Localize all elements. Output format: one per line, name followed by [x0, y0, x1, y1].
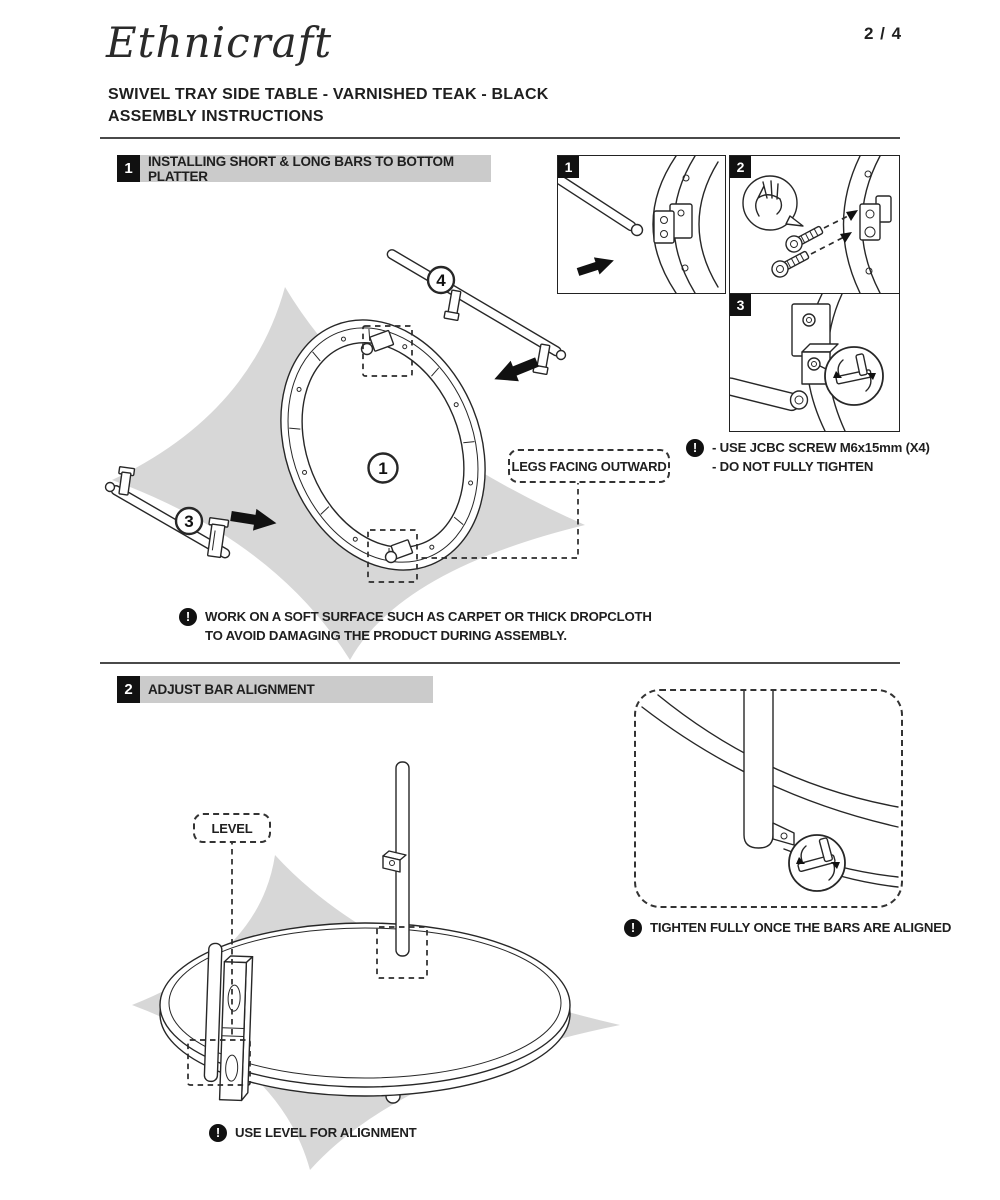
detail-inset-1 — [557, 155, 726, 294]
screw-note-text: - USE JCBC SCREW M6x15mm (X4) - DO NOT FULLY TIGHTEN — [712, 440, 930, 474]
document-title: ASSEMBLY INSTRUCTIONS — [108, 108, 324, 125]
part-label-long-bar — [428, 267, 454, 293]
inset-1-number: 1 — [558, 156, 579, 178]
svg-text:1: 1 — [378, 459, 388, 478]
surface-warning — [179, 607, 652, 645]
warning-icon: ! — [209, 1124, 227, 1142]
alignment-note-text: USE LEVEL FOR ALIGNMENT — [235, 1125, 417, 1140]
svg-text:4: 4 — [436, 271, 446, 290]
tighten-detail-view — [634, 689, 903, 908]
hand-tighten-drawing — [730, 294, 899, 431]
warning-icon: ! — [179, 608, 197, 626]
screw-installation-drawing — [730, 156, 899, 293]
bar-insertion-drawing — [558, 156, 725, 293]
divider-top — [100, 137, 900, 139]
level-label: LEVEL — [193, 813, 271, 843]
screw-top — [783, 222, 825, 254]
screw-bottom — [769, 247, 811, 279]
allen-key-magnifier — [825, 347, 883, 405]
product-title: SWIVEL TRAY SIDE TABLE - VARNISHED TEAK - BLACK — [108, 86, 549, 103]
hand-icon — [743, 176, 803, 230]
legs-facing-outward-label: LEGS FACING OUTWARD — [508, 449, 670, 483]
inset-3-number: 3 — [730, 294, 751, 316]
warning-icon: ! — [624, 919, 642, 937]
section-1-number: 1 — [117, 155, 140, 182]
tighten-note — [624, 918, 951, 937]
section-1-title: INSTALLING SHORT & LONG BARS TO BOTTOM PLATTER — [140, 155, 491, 182]
part-label-platter — [369, 454, 398, 483]
section-2-header — [117, 676, 433, 703]
allen-key-magnifier — [789, 835, 845, 891]
divider-middle — [100, 662, 900, 664]
inset-2-number: 2 — [730, 156, 751, 178]
page-number: 2 / 4 — [864, 24, 903, 43]
detail-inset-2 — [729, 155, 900, 294]
svg-text:3: 3 — [184, 512, 194, 531]
section-2-number: 2 — [117, 676, 140, 703]
section-2-title: ADJUST BAR ALIGNMENT — [140, 676, 433, 703]
tighten-detail-drawing — [636, 691, 901, 906]
spirit-level — [204, 943, 253, 1100]
screw-note — [686, 438, 930, 476]
section-1-header — [117, 155, 491, 182]
surface-warning-text: WORK ON A SOFT SURFACE SUCH AS CARPET OR THICK DROPCLOTH TO AVOID DAMAGING THE PRODUCT DURING ASSEMBLY. — [205, 609, 652, 643]
platter-and-bars-diagram — [100, 230, 620, 662]
bar-alignment-diagram — [100, 740, 640, 1180]
brand-logo: Ethnicraft — [106, 18, 333, 67]
detail-inset-3 — [729, 293, 900, 432]
tighten-note-text: TIGHTEN FULLY ONCE THE BARS ARE ALIGNED — [650, 920, 952, 935]
warning-icon: ! — [686, 439, 704, 457]
part-label-short-bar — [176, 508, 202, 534]
alignment-note — [209, 1123, 417, 1142]
